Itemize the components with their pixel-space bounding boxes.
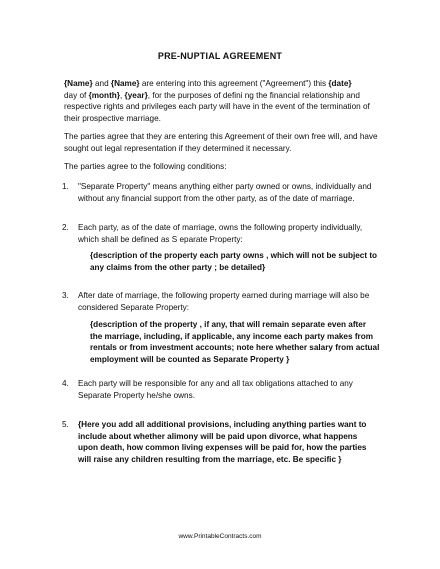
item-number: 2.	[62, 223, 69, 232]
intro-paragraph	[64, 78, 384, 124]
name-placeholder-1: {Name}	[64, 79, 93, 88]
condition-item-4	[62, 378, 378, 401]
condition-item-5	[62, 419, 378, 465]
footer-website: www.PrintableContracts.com	[178, 533, 262, 540]
intro-text-3: , for the purposes of defini ng the financial relationship and respective rights and privileges each party will have in the event of the termination of their prospective marriage.	[64, 90, 370, 123]
date-placeholder: {date}	[328, 79, 352, 88]
month-placeholder: {month}	[88, 90, 120, 100]
free-will-paragraph: The parties agree that they are entering this Agreement of their own free will, and have sought out legal representation if they determined it necessary.	[64, 132, 378, 153]
document-title: PRE-NUPTIAL AGREEMENT	[157, 51, 283, 61]
condition-item-2	[62, 222, 378, 245]
year-placeholder: {year}	[124, 90, 148, 100]
item-number: 3.	[62, 291, 69, 300]
name-placeholder-2: {Name}	[110, 79, 140, 88]
condition-item-1	[62, 181, 378, 204]
separate-property-placeholder: {description of the property , if any, that will remain separate even after the marriage, including, if applicable, any income each party makes from rentals or from investment accounts; note here whether salary from actual employment will be counted as Separate Property }	[90, 320, 380, 364]
item-text: "Separate Property" means anything either party owned or owns, individually and without any financial support from the other party, as of the date of marriage.	[78, 182, 372, 203]
intro-text-1: are entering into this agreement ("Agreement") this	[139, 79, 329, 88]
property-description-placeholder: {description of the property each party owns , which will not be subject to any claims from the other party ; be detailed}	[90, 251, 378, 272]
item-text: Each party, as of the date of marriage, owns the following property individually, which shall be defined as S eparate Property:	[78, 223, 363, 244]
item-text: Each party will be responsible for any and all tax obligations attached to any Separate Property he/she owns.	[78, 379, 353, 400]
item-text: After date of marriage, the following property earned during marriage will also be considered Separate Property:	[78, 291, 370, 312]
item-number: 5.	[62, 420, 69, 429]
conditions-intro: The parties agree to the following conditions:	[64, 162, 227, 171]
item-number: 4.	[62, 379, 69, 388]
additional-provisions-placeholder: {Here you add all additional provisions, including anything parties want to include about whether alimony will be paid upon divorce, what happens upon death, how common living expenses will be paid for, how the parties will raise any children resulting from the marriage, etc. Be specific }	[78, 420, 367, 464]
intro-and: and	[92, 79, 111, 88]
item-number: 1.	[62, 182, 69, 191]
intro-comma: ,	[119, 90, 125, 100]
intro-text-2: day of	[64, 90, 89, 100]
condition-item-3	[62, 290, 378, 313]
